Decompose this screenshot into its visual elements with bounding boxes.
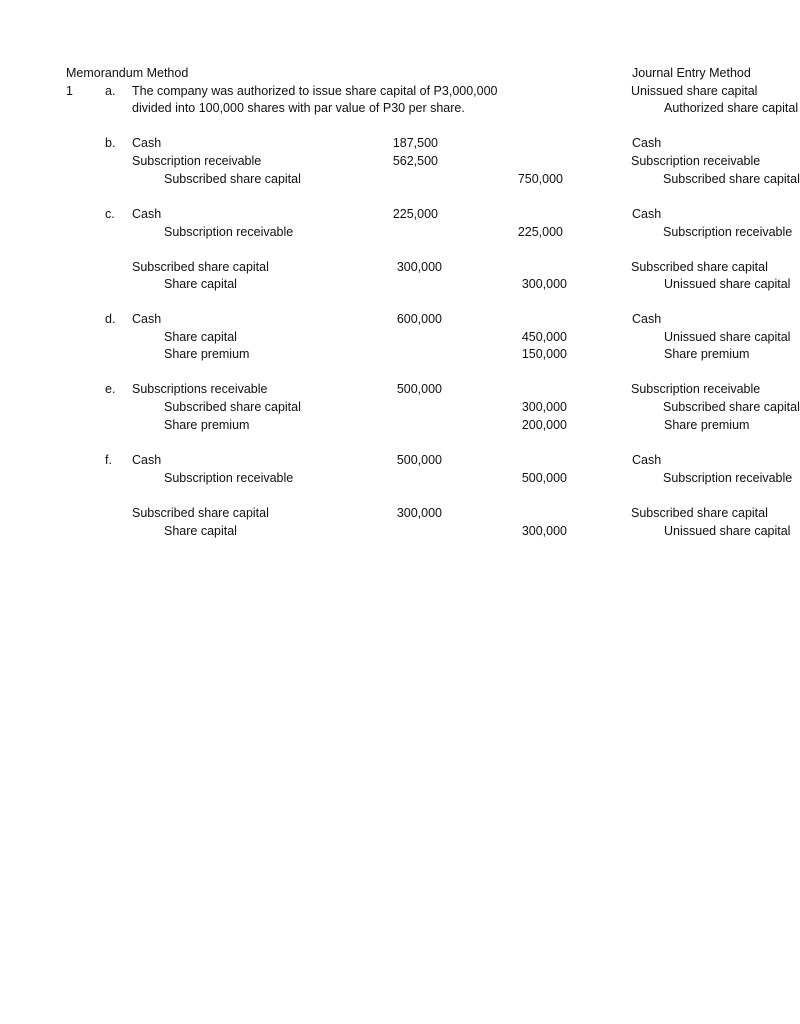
journal-account: Authorized share capital: [664, 101, 799, 115]
entry-credit: 500,000: [521, 471, 567, 485]
journal-account: Subscription receivable: [663, 225, 793, 239]
journal-account: Subscribed share capital: [631, 260, 768, 274]
journal-account: Cash: [632, 207, 662, 221]
entry-credit: 300,000: [521, 277, 567, 291]
entry-credit: 300,000: [521, 524, 567, 538]
journal-account: Unissued share capital: [664, 524, 791, 538]
entry-debit: 562,500: [392, 154, 438, 168]
entry-account: Subscription receivable: [164, 225, 294, 239]
entry-account: Subscription receivable: [164, 471, 294, 485]
entry-account: Subscribed share capital: [164, 400, 301, 414]
entry-account: Share capital: [164, 277, 237, 291]
authorization-text-line1: The company was authorized to issue share capital of P3,000,000: [132, 84, 498, 98]
journal-account: Share premium: [664, 418, 750, 432]
problem-number: 1: [66, 84, 73, 98]
entry-debit: 500,000: [396, 453, 442, 467]
journal-account: Unissued share capital: [631, 84, 758, 98]
journal-account: Subscription receivable: [631, 382, 761, 396]
entry-debit: 500,000: [396, 382, 442, 396]
entry-account: Share premium: [164, 347, 250, 361]
journal-account: Unissued share capital: [664, 277, 791, 291]
entry-debit: 187,500: [392, 136, 438, 150]
entry-account: Subscribed share capital: [164, 172, 301, 186]
journal-account: Share premium: [664, 347, 750, 361]
entry-account: Share capital: [164, 524, 237, 538]
item-label-e: e.: [105, 382, 116, 396]
entry-debit: 300,000: [396, 506, 442, 520]
entry-credit: 750,000: [517, 172, 563, 186]
entry-debit: 300,000: [396, 260, 442, 274]
entry-account: Subscription receivable: [132, 154, 262, 168]
entry-account: Subscribed share capital: [132, 506, 269, 520]
entry-credit: 200,000: [521, 418, 567, 432]
item-label-b: b.: [105, 136, 116, 150]
entry-account: Share capital: [164, 330, 237, 344]
journal-entry-heading: Journal Entry Method: [632, 66, 751, 80]
entry-account: Cash: [132, 136, 162, 150]
entry-account: Cash: [132, 207, 162, 221]
entry-credit: 450,000: [521, 330, 567, 344]
item-label-c: c.: [105, 207, 115, 221]
item-label-a: a.: [105, 84, 116, 98]
entry-debit: 225,000: [392, 207, 438, 221]
journal-entry-column: [631, 64, 800, 544]
item-label-d: d.: [105, 312, 116, 326]
authorization-text-line2: divided into 100,000 shares with par value of P30 per share.: [132, 101, 465, 115]
entry-account: Cash: [132, 312, 162, 326]
entry-credit: 300,000: [521, 400, 567, 414]
journal-account: Cash: [632, 136, 662, 150]
journal-account: Subscribed share capital: [663, 400, 800, 414]
journal-account: Subscribed share capital: [663, 172, 800, 186]
entry-debit: 600,000: [396, 312, 442, 326]
journal-account: Cash: [632, 312, 662, 326]
journal-account: Subscription receivable: [631, 154, 761, 168]
journal-account: Subscription receivable: [663, 471, 793, 485]
entry-account: Cash: [132, 453, 162, 467]
entry-credit: 225,000: [517, 225, 563, 239]
memorandum-heading: Memorandum Method: [66, 66, 189, 80]
journal-account: Unissued share capital: [664, 330, 791, 344]
entry-account: Subscribed share capital: [132, 260, 269, 274]
item-label-f: f.: [105, 453, 112, 467]
entry-credit: 150,000: [521, 347, 567, 361]
journal-account: Subscribed share capital: [631, 506, 768, 520]
journal-account: Cash: [632, 453, 662, 467]
entry-account: Subscriptions receivable: [132, 382, 268, 396]
entry-account: Share premium: [164, 418, 250, 432]
